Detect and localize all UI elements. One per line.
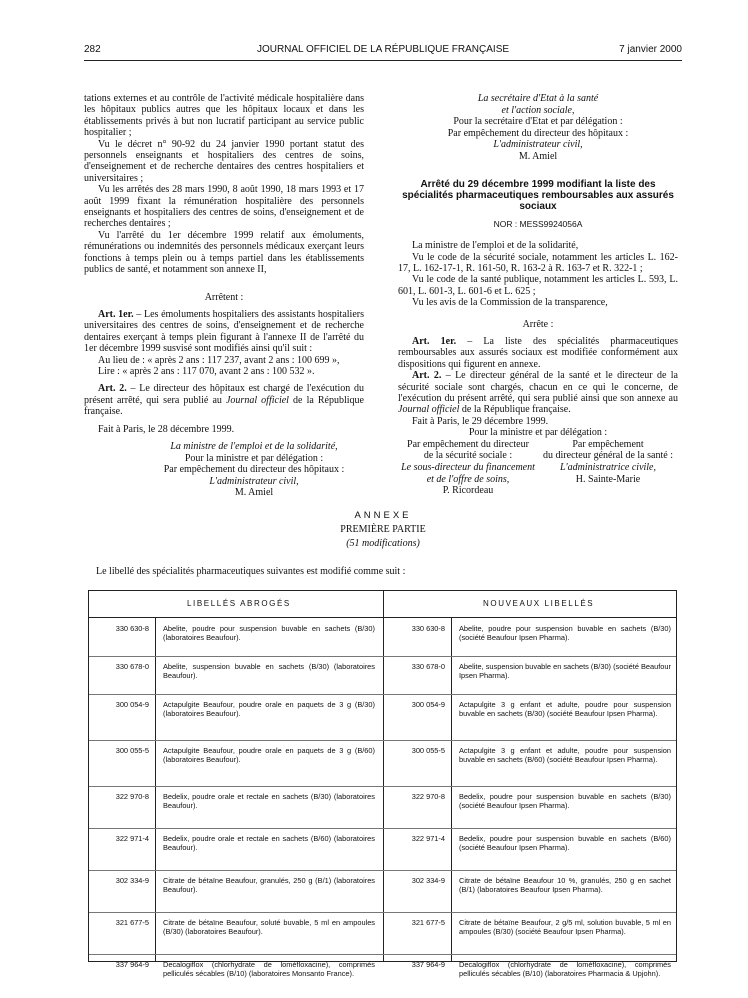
left-column	[84, 93, 364, 499]
libelle-abroge: Citrate de bétaïne Beaufour, granulés, 250 g (B/1) (laboratoires Beaufour).	[163, 876, 375, 894]
code-old: 330 678-0	[115, 662, 149, 671]
annexe-part: PREMIÈRE PARTIE	[340, 524, 426, 535]
arrete-heading: Arrête :	[522, 318, 554, 330]
article-label: Art. 1er.	[412, 336, 457, 348]
right-column	[398, 93, 678, 497]
table-row	[89, 790, 676, 832]
code-old: 300 055-5	[115, 746, 149, 755]
paragraph: tations externes et au contrôle de l'activité médicale hospitalière dans les hôpitaux publics autres que les hôpitaux locaux et dans les établissements privés à but non lucratif participant au service public hospitalier ;	[84, 93, 364, 139]
signatory-name: M. Amiel	[518, 150, 558, 162]
paragraph: Vu l'arrêté du 1er décembre 1999 relatif aux émoluments, rémunérations ou indemnités des personnels médicaux exerçant leurs fonctions à temps plein ou à temps partiel dans les établissements publics de santé, et notamment son annexe II,	[84, 229, 364, 276]
article-1: Art. 1er. – La liste des spécialités pharmaceutiques remboursables aux assurés sociaux est modifiée conformément aux dispositions qui figurent en annexe.	[398, 336, 678, 370]
table-row	[89, 958, 676, 998]
arrete-title: Arrêté du 29 décembre 1999 modifiant la liste des spécialités pharmaceutiques remboursables aux assurés sociaux	[402, 178, 674, 213]
row-divider	[89, 786, 676, 787]
paragraph: La ministre de l'emploi et de la solidarité,	[412, 240, 579, 252]
nouveau-libelle: Bedelix, poudre pour suspension buvable en sachets (B/30) (société Beaufour Ipsen Pharma).	[459, 792, 671, 810]
article-label: Art. 1er.	[98, 308, 134, 320]
arretent-heading: Arrêtent :	[204, 291, 244, 303]
code-old: 330 630-8	[115, 624, 149, 633]
table-row	[89, 832, 676, 874]
signature-block: La ministre de l'emploi et de la solidarité, Pour la ministre et par délégation : Par empêchement du directeur des hôpitaux : L'administrateur civil, M. Amiel	[84, 441, 364, 499]
nouveau-libelle: Actapulgite 3 g enfant et adulte, poudre pour suspension buvable en sachets (B/30) (société Beaufour Ipsen Pharma).	[459, 700, 671, 718]
libelle-abroge: Abelite, poudre pour suspension buvable en sachets (B/30) (laboratoires Beaufour).	[163, 624, 375, 642]
issue-date: 7 janvier 2000	[619, 44, 682, 55]
journal-title: JOURNAL OFFICIEL DE LA RÉPUBLIQUE FRANÇAISE	[256, 44, 510, 55]
page-header	[84, 44, 682, 58]
signatory-name: H. Sainte-Marie	[575, 473, 641, 485]
code-old: 322 971-4	[115, 834, 149, 843]
code-new: 300 054-9	[411, 700, 445, 709]
row-divider	[89, 870, 676, 871]
libelle-abroge: Actapulgite Beaufour, poudre orale en paquets de 3 g (B/30) (laboratoires Beaufour).	[163, 700, 375, 718]
libelle-abroge: Bedelix, poudre orale et rectale en sachets (B/60) (laboratoires Beaufour).	[163, 834, 375, 852]
row-divider	[89, 740, 676, 741]
row-divider	[89, 912, 676, 913]
code-new: 337 964-9	[411, 960, 445, 969]
paragraph: Vu le décret n° 90-92 du 24 janvier 1990 portant statut des personnels enseignants et hospitaliers des centres de soins, d'enseignement et de recherche dentaires des centres hospitaliers et universitaires ;	[84, 138, 364, 184]
lire: Lire : « après 2 ans : 117 070, avant 2 ans : 100 532 ».	[98, 365, 315, 377]
paragraph: Vu les avis de la Commission de la transparence,	[412, 297, 608, 309]
header-abroges: LIBELLÉS ABROGÉS	[187, 599, 291, 608]
row-divider	[89, 656, 676, 657]
table-row	[89, 660, 676, 698]
code-old: 302 334-9	[115, 876, 149, 885]
nouveau-libelle: Citrate de bétaïne Beaufour 10 %, granulés, 250 g en sachet (B/1) (laboratoires Beaufour Ipsen Pharma).	[459, 876, 671, 894]
article-1: Art. 1er. – Les émoluments hospitaliers des assistants hospitaliers universitaires des centres de soins, d'enseignement et de recherche dentaires exerçant à temps plein figurant à l'annexe II de l'arrêté du 1er décembre 1999 susvisé sont modifiés ainsi qu'il suit :	[84, 308, 364, 355]
nouveau-libelle: Abelite, poudre pour suspension buvable en sachets (B/30) (société Beaufour Ipsen Pharma).	[459, 624, 671, 642]
au-lieu-de: Au lieu de : « après 2 ans : 117 237, avant 2 ans : 100 699 »,	[98, 354, 340, 366]
modifications-table	[88, 590, 677, 978]
code-new: 322 970-8	[411, 792, 445, 801]
header-rule	[84, 60, 682, 61]
nouveau-libelle: Actapulgite 3 g enfant et adulte, poudre pour suspension buvable en sachets (B/60) (société Beaufour Ipsen Pharma).	[459, 746, 671, 764]
row-divider	[89, 694, 676, 695]
dual-signature: Par empêchement du directeur de la sécurité sociale : Le sous-directeur du financement et de l'offre de soins, P. Ricordeau Par empêchement du directeur général de la santé : L'administratrice civile, H. Sainte-Marie	[398, 439, 678, 497]
libelle-abroge: Abelite, suspension buvable en sachets (B/30) (laboratoires Beaufour).	[163, 662, 375, 680]
code-new: 302 334-9	[411, 876, 445, 885]
paragraph: Vu les arrêtés des 28 mars 1990, 8 août 1990, 18 mars 1993 et 17 août 1999 fixant la rémunération hospitalière des personnels enseignants et hospitaliers des centres de soins, d'enseignement et de recherches dentaires ;	[84, 184, 364, 230]
paragraph: Vu le code de la sécurité sociale, notamment les articles L. 162-17, L. 162-17-1, R. 161-50, R. 163-2 à R. 163-7 et R. 322-1 ;	[398, 251, 678, 274]
article-label: Art. 2.	[412, 370, 442, 382]
code-new: 330 630-8	[411, 624, 445, 633]
signature-block: Pour la ministre et par délégation :	[468, 427, 608, 439]
table-row	[89, 744, 676, 790]
article-2: Art. 2. – Le directeur général de la santé et le directeur de la sécurité sociale sont chargés, chacun en ce qui le concerne, de l'exécution du présent arrêté, qui sera publié ainsi que son annexe au Journal officiel de la République française.	[398, 370, 678, 416]
nor-reference: NOR : MESS9924056A	[493, 218, 583, 229]
fait-a-paris: Fait à Paris, le 29 décembre 1999.	[412, 415, 549, 427]
paragraph: Vu le code de la santé publique, notamment les articles L. 593, L. 601, L. 601-3, L. 601-6 et L. 625 ;	[398, 274, 678, 297]
code-old: 321 677-5	[115, 918, 149, 927]
code-old: 322 970-8	[115, 792, 149, 801]
code-new: 321 677-5	[411, 918, 445, 927]
article-label: Art. 2.	[98, 383, 127, 395]
signatory-name: M. Amiel	[234, 487, 274, 499]
libelle-abroge: Citrate de bétaïne Beaufour, soluté buvable, 5 ml en ampoules (B/30) (laboratoires Beaufour).	[163, 918, 375, 936]
table-row	[89, 622, 676, 660]
signature-block: La secrétaire d'Etat à la santé et l'action sociale, Pour la secrétaire d'Etat et par délégation : Par empêchement du directeur des hôpitaux : L'administrateur civil, M. Amiel	[398, 93, 678, 163]
table-row	[89, 916, 676, 958]
code-old: 337 964-9	[115, 960, 149, 969]
table-row	[89, 698, 676, 744]
table-row	[89, 874, 676, 916]
signatory-name: P. Ricordeau	[442, 485, 494, 497]
fait-a-paris: Fait à Paris, le 28 décembre 1999.	[98, 423, 235, 435]
annexe-title: ANNEXE	[354, 510, 412, 521]
row-divider	[89, 954, 676, 955]
nouveau-libelle: Decalogiflox (chlorhydrate de loméfloxacine), comprimés pelliculés sécables (B/10) (laboratoires Pharmacia & Upjohn).	[459, 960, 671, 978]
header-nouveaux: NOUVEAUX LIBELLÉS	[483, 599, 595, 608]
annexe-header	[84, 509, 682, 551]
code-new: 322 971-4	[411, 834, 445, 843]
nouveau-libelle: Citrate de bétaïne Beaufour, 2 g/5 ml, solution buvable, 5 ml en ampoules (B/30) (société Beaufour Ipsen Pharma).	[459, 918, 671, 936]
row-divider	[89, 828, 676, 829]
annexe-count: (51 modifications)	[346, 538, 420, 549]
libelle-abroge: Decalogiflox (chlorhydrate de loméfloxacine), comprimés pelliculés sécables (B/10) (laboratoires Monsanto France).	[163, 960, 375, 978]
annexe-intro: Le libellé des spécialités pharmaceutiques suivantes est modifié comme suit :	[96, 566, 406, 577]
code-old: 300 054-9	[115, 700, 149, 709]
nouveau-libelle: Bedelix, poudre pour suspension buvable en sachets (B/60) (société Beaufour Ipsen Pharma).	[459, 834, 671, 852]
code-new: 330 678-0	[411, 662, 445, 671]
page-number: 282	[84, 44, 101, 55]
libelle-abroge: Actapulgite Beaufour, poudre orale en paquets de 3 g (B/60) (laboratoires Beaufour).	[163, 746, 375, 764]
nouveau-libelle: Abelite, suspension buvable en sachets (B/30) (société Beaufour Ipsen Pharma).	[459, 662, 671, 680]
article-2: Art. 2. – Le directeur des hôpitaux est chargé de l'exécution du présent arrêté, qui sera publié au Journal officiel de la République française.	[84, 383, 364, 418]
code-new: 300 055-5	[411, 746, 445, 755]
libelle-abroge: Bedelix, poudre orale et rectale en sachets (B/30) (laboratoires Beaufour).	[163, 792, 375, 810]
